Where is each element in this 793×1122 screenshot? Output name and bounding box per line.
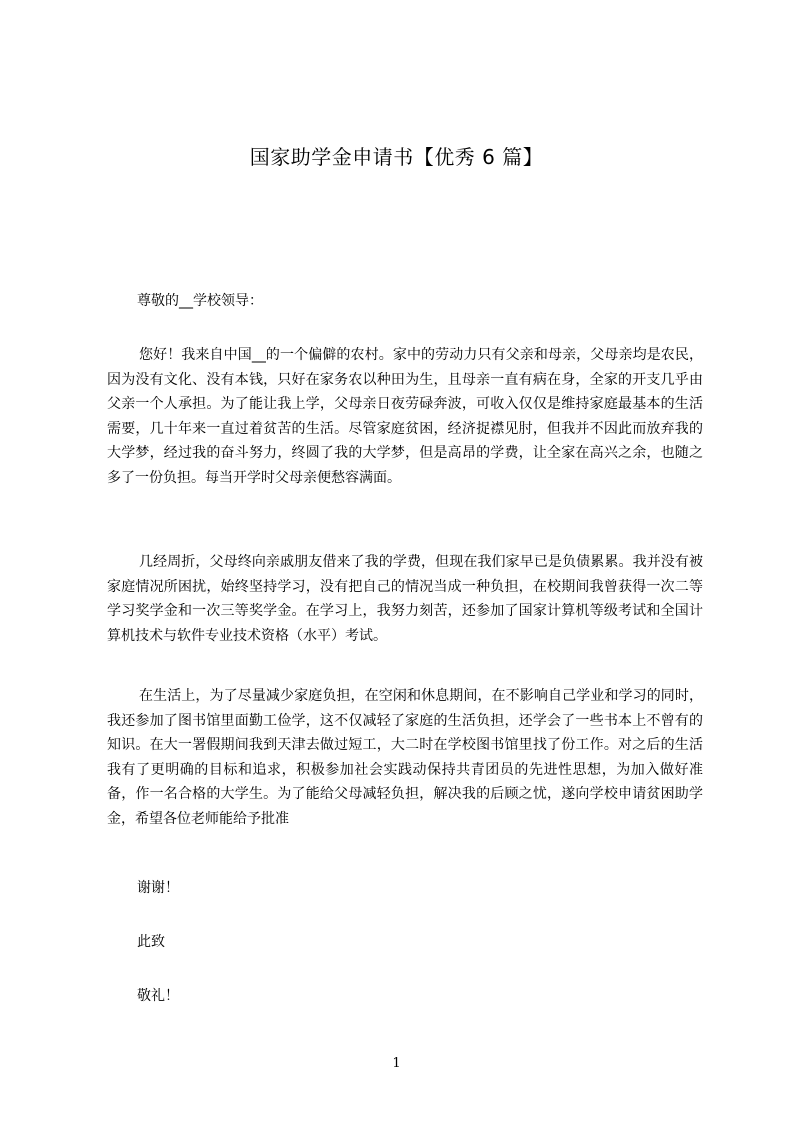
document-title: 国家助学金申请书【优秀 6 篇】 — [249, 145, 544, 169]
body-paragraph-1: 您好！我来自中国__的一个偏僻的农村。家中的劳动力只有父亲和母亲，父母亲均是农民，因为没有文化、没有本钱，只好在家务农以种田为生，且母亲一直有病在身，全家的开支几乎由父亲一个人承担。为了能让我上学，父母亲日夜劳碌奔波，可收入仅仅是维持家庭最基本的生活需要，几十年来一直过着贫苦的生活。尽管家庭贫困，经济捉襟见肘，但我并不因此而放弃我的大学梦，经过我的奋斗努力，终圆了我的大学梦，但是高昂的学费，让全家在高兴之余，也随之多了一份负担。每当开学时父母亲便愁容满面。 — [107, 347, 703, 486]
body-paragraph-3: 在生活上，为了尽量减少家庭负担，在空闲和休息期间，在不影响自己学业和学习的同时，我还参加了图书馆里面勤工俭学，这不仅减轻了家庭的生活负担，还学会了一些书本上不曾有的知识。在大一署假期间我到天津去做过短工，大二时在学校图书馆里找了份工作。对之后的生活我有了更明确的目标和追求，积极参加社会实践动保持共青团员的先进性思想，为加入做好准备，作一名合格的大学生。为了能给父母减轻负担，解决我的后顾之忧，遂向学校申请贫困助学金，希望各位老师能给予批准 — [107, 688, 703, 827]
salutation: 尊敬的__学校领导： — [137, 293, 263, 309]
page-number: 1 — [392, 1056, 401, 1071]
closing-line-1: 此致 — [137, 934, 165, 950]
closing-line-2: 敬礼！ — [137, 988, 179, 1004]
body-paragraph-2: 几经周折，父母终向亲戚朋友借来了我的学费，但现在我们家早已是负债累累。我并没有被家庭情况所困扰，始终坚持学习，没有把自己的情况当成一种负担，在校期间我曾获得一次二等学习奖学金和一次三等奖学金。在学习上，我努力刻苦，还参加了国家计算机等级考试和全国计算机技术与软件专业技术资格（水平）考试。 — [107, 554, 703, 644]
thanks-line: 谢谢！ — [137, 880, 179, 896]
